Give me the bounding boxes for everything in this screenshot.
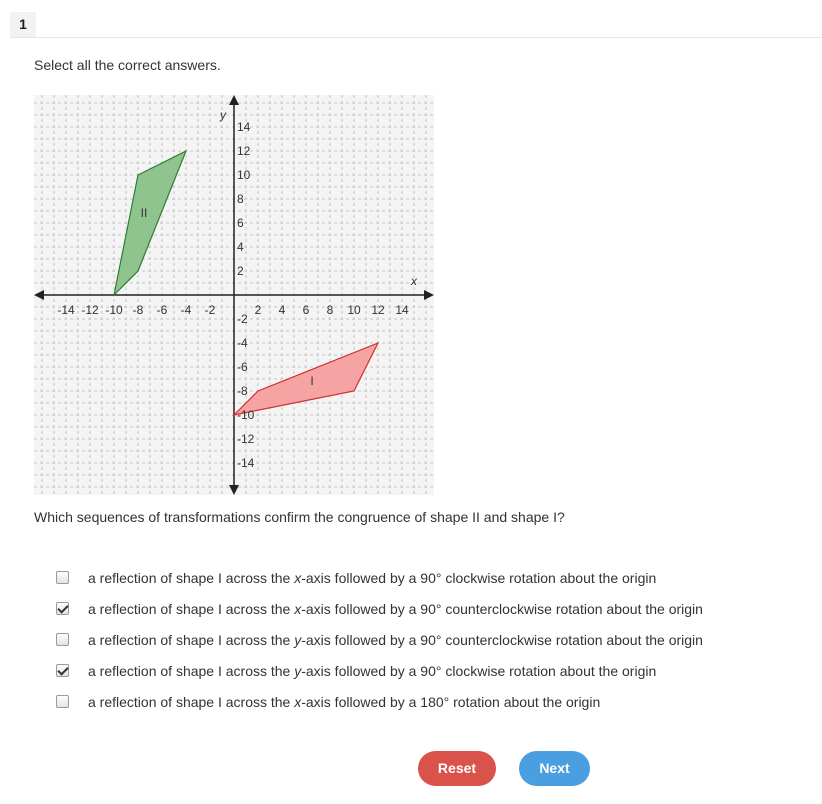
- x-tick-label: -4: [180, 303, 192, 317]
- y-tick-label: -4: [237, 336, 248, 350]
- x-tick-label: -6: [156, 303, 168, 317]
- answer-checkbox-3[interactable]: [56, 633, 69, 646]
- y-tick-label: -2: [237, 312, 248, 326]
- x-tick-label: 6: [302, 303, 310, 317]
- x-tick-label: -10: [105, 303, 123, 317]
- answer-list: [55, 562, 703, 717]
- y-tick-label: 8: [237, 192, 244, 206]
- x-tick-label: 4: [278, 303, 286, 317]
- coordinate-graph: [34, 95, 434, 495]
- answer-option-5[interactable]: [55, 686, 703, 717]
- answer-option-2[interactable]: [55, 593, 703, 624]
- x-tick-label: 2: [254, 303, 262, 317]
- shape-label-i: I: [310, 374, 314, 388]
- x-tick-label: -12: [81, 303, 99, 317]
- y-tick-label: 10: [237, 168, 251, 182]
- question-number: 1: [10, 12, 36, 37]
- question-prompt: Which sequences of transformations confirm the congruence of shape II and shape I?: [34, 509, 565, 525]
- x-axis-label: x: [411, 274, 417, 288]
- y-tick-label: -14: [237, 456, 255, 470]
- y-tick-label: 4: [237, 240, 244, 254]
- answer-option-1[interactable]: [55, 562, 703, 593]
- answer-checkbox-5[interactable]: [56, 695, 69, 708]
- reset-button[interactable]: Reset: [418, 751, 496, 786]
- x-tick-label: 14: [395, 303, 409, 317]
- graph-svg: [34, 95, 434, 495]
- x-tick-label: -2: [204, 303, 216, 317]
- instruction-text: Select all the correct answers.: [34, 57, 221, 73]
- x-tick-label: -14: [57, 303, 75, 317]
- x-tick-label: 10: [347, 303, 361, 317]
- answer-option-4[interactable]: [55, 655, 703, 686]
- x-tick-label: -8: [132, 303, 144, 317]
- y-tick-label: 2: [237, 264, 244, 278]
- y-tick-label: -8: [237, 384, 248, 398]
- y-tick-label: 6: [237, 216, 244, 230]
- shape-label-ii: II: [140, 206, 148, 220]
- answer-checkbox-4[interactable]: [56, 664, 69, 677]
- answer-option-3[interactable]: [55, 624, 703, 655]
- y-tick-label: 12: [237, 144, 251, 158]
- answer-label-2[interactable]: a reflection of shape I across the x-axis followed by a 90° counterclockwise rotation about the origin: [88, 600, 703, 617]
- y-tick-label: -12: [237, 432, 255, 446]
- answer-label-3[interactable]: a reflection of shape I across the y-axis followed by a 90° counterclockwise rotation about the origin: [88, 631, 703, 648]
- next-button[interactable]: Next: [519, 751, 590, 786]
- y-axis-label: y: [220, 108, 226, 122]
- x-tick-label: 8: [326, 303, 334, 317]
- y-tick-label: 14: [237, 120, 251, 134]
- y-tick-label: -10: [237, 408, 255, 422]
- answer-checkbox-1[interactable]: [56, 571, 69, 584]
- question-header: [10, 12, 822, 38]
- answer-checkbox-2[interactable]: [56, 602, 69, 615]
- y-tick-label: -6: [237, 360, 248, 374]
- answer-label-5[interactable]: a reflection of shape I across the x-axis followed by a 180° rotation about the origin: [88, 693, 601, 710]
- answer-label-1[interactable]: a reflection of shape I across the x-axis followed by a 90° clockwise rotation about the origin: [88, 569, 657, 586]
- x-tick-label: 12: [371, 303, 385, 317]
- answer-label-4[interactable]: a reflection of shape I across the y-axis followed by a 90° clockwise rotation about the origin: [88, 662, 657, 679]
